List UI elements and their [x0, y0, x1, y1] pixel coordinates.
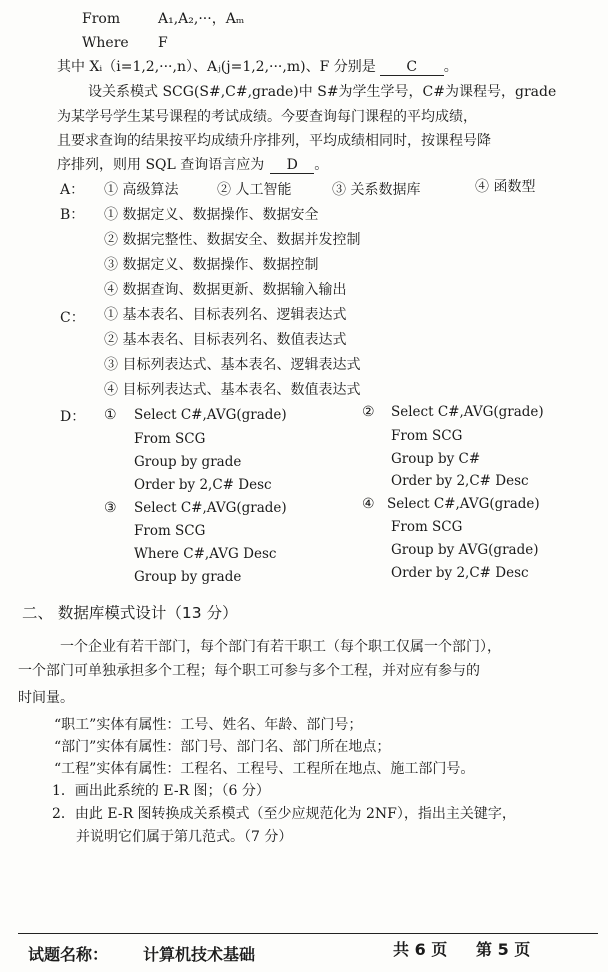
option-d4-line-4: Order by 2,C# Desc [391, 565, 529, 581]
option-d2-line-1: Select C#,AVG(grade) [391, 404, 544, 420]
task-2-line-1: 2．由此 E-R 图转换成关系模式（至少应规范化为 2NF），指出主关键字， [52, 806, 516, 822]
option-d3-line-1: Select C#,AVG(grade) [134, 500, 287, 516]
option-d4-line-1: Select C#,AVG(grade) [387, 496, 540, 512]
option-d2-line-3: Group by C# [391, 451, 481, 467]
attribute-department: “部门”实体有属性：部门号、部门名、部门所在地点； [54, 739, 391, 755]
option-d3-line-2: From SCG [134, 523, 206, 539]
footer-total-pages: 共 6 页 [393, 940, 448, 959]
option-d3-line-3: Where C#,AVG Desc [134, 546, 277, 562]
question-4-line-2: 为某学号学生某号课程的考试成绩。今要查询每门课程的平均成绩， [57, 109, 477, 125]
option-c-item-1: ① 基本表名、目标表列名、逻辑表达式 [104, 307, 347, 323]
sql-where-keyword: Where [82, 35, 129, 51]
attribute-project: “工程”实体有属性：工程名、工程号、工程所在地点、施工部门号。 [54, 761, 475, 777]
option-b-label: B： [60, 207, 85, 223]
section-2-para-line-1: 一个企业有若干部门，每个部门有若干职工（每个职工仅属一个部门）， [60, 639, 501, 655]
option-d4-line-2: From SCG [391, 519, 463, 535]
option-d4-line-3: Group by AVG(grade) [391, 542, 539, 558]
question-4-line-1: 设关系模式 SCG(S#,C#,grade)中 S#为学生学号，C#为课程号，grade [88, 84, 557, 100]
option-b-item-2: ② 数据完整性、数据安全、数据并发控制 [104, 232, 361, 248]
section-2-para-line-2: 一个部门可单独承担多个工程；每个职工可参与多个工程，并对应有参与的 [18, 663, 480, 679]
option-d1-line-4: Order by 2,C# Desc [134, 477, 272, 493]
option-d2-line-2: From SCG [391, 428, 463, 444]
option-a-label: A： [60, 182, 85, 198]
option-d1-line-3: Group by grade [134, 454, 242, 470]
footer-page-number: 第 5 页 [476, 940, 531, 959]
option-a-item-2: ② 人工智能 [217, 182, 292, 198]
option-d1-number: ① [104, 407, 117, 423]
section-2-title: 二、 数据库模式设计（13 分） [22, 604, 238, 622]
option-d4-number: ④ [362, 496, 375, 512]
option-d1-line-1: Select C#,AVG(grade) [134, 407, 287, 423]
question-3-text: 其中 Xᵢ（i=1,2,···,n）、Aⱼ(j=1,2,···,m)、F 分别是 [57, 59, 376, 75]
footer-label: 试题名称： [28, 945, 109, 964]
sql-where-value: F [158, 35, 168, 51]
option-a-item-1: ① 高级算法 [104, 182, 179, 198]
option-c-item-4: ④ 目标列表达式、基本表名、数值表达式 [104, 382, 361, 398]
footer-rule [18, 933, 598, 934]
option-d1-line-2: From SCG [134, 431, 206, 447]
question-4-end: 。 [314, 157, 329, 173]
option-b-item-4: ④ 数据查询、数据更新、数据输入输出 [104, 282, 347, 298]
sql-from-value: A₁,A₂,···，Aₘ [158, 11, 245, 27]
option-b-item-1: ① 数据定义、数据操作、数据安全 [104, 207, 319, 223]
question-3-line [57, 58, 458, 76]
option-b-item-3: ③ 数据定义、数据操作、数据控制 [104, 257, 319, 273]
question-4-text: 序排列，则用 SQL 查询语言应为 [57, 157, 265, 173]
question-4-line-3: 且要求查询的结果按平均成绩升序排列，平均成绩相同时，按课程号降 [57, 133, 491, 149]
task-2-line-2: 并说明它们属于第几范式。（7 分） [76, 829, 293, 845]
option-a-item-3: ③ 关系数据库 [332, 182, 421, 198]
option-d2-line-4: Order by 2,C# Desc [391, 473, 529, 489]
section-2-para-line-3: 时间量。 [18, 690, 74, 706]
option-d-label: D： [60, 409, 86, 425]
question-4-line-4 [57, 156, 328, 174]
option-d2-number: ② [362, 404, 375, 420]
sql-from-keyword: From [82, 11, 121, 27]
footer-exam-name: 计算机技术基础 [143, 945, 256, 964]
attribute-employee: “职工”实体有属性：工号、姓名、年龄、部门号； [54, 717, 363, 733]
option-c-item-3: ③ 目标列表达式、基本表名、逻辑表达式 [104, 357, 361, 373]
option-d3-number: ③ [104, 500, 117, 516]
option-a-item-4: ④ 函数型 [475, 179, 536, 195]
option-c-label: C： [60, 310, 85, 326]
task-1: 1．画出此系统的 E-R 图；（6 分） [52, 783, 270, 799]
question-4-answer: D [270, 158, 314, 174]
option-c-item-2: ② 基本表名、目标表列名、数值表达式 [104, 332, 347, 348]
option-d3-line-4: Group by grade [134, 569, 242, 585]
question-3-end: 。 [443, 59, 458, 75]
question-3-answer: C [380, 60, 444, 76]
